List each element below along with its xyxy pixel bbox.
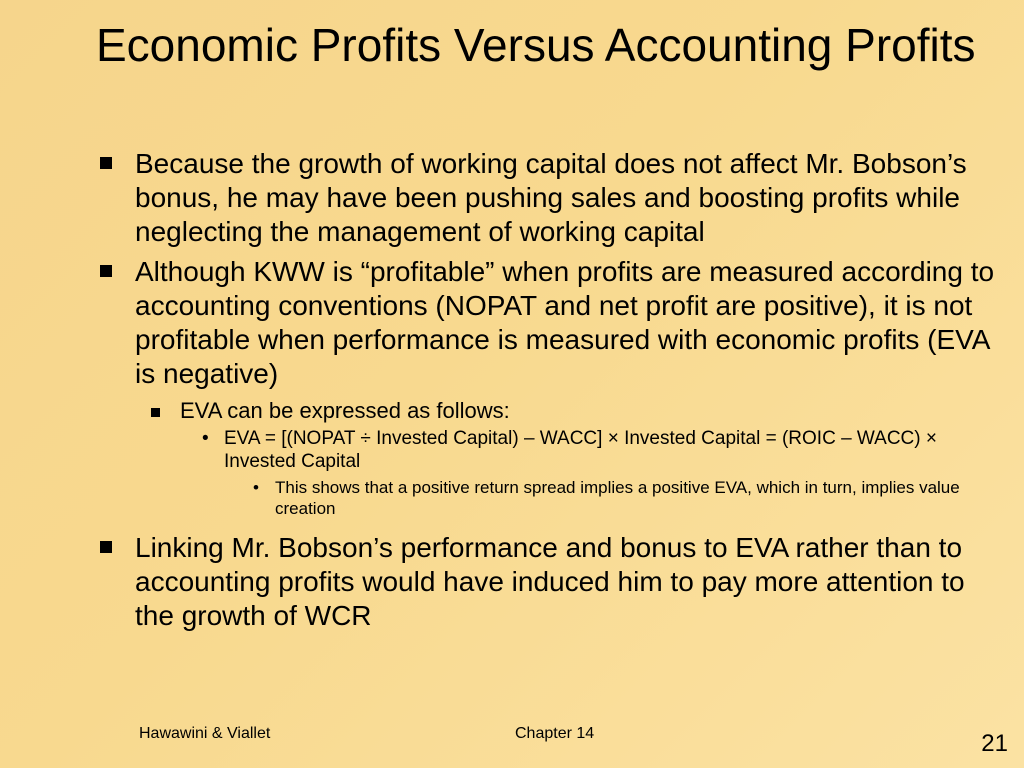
bullet-item	[100, 147, 995, 249]
formula-bullet-item	[100, 427, 984, 473]
footer-chapter: Chapter 14	[515, 725, 595, 742]
square-bullet-icon	[100, 157, 112, 169]
bullet-text: Linking Mr. Bobson’s performance and bonus to EVA rather than to accounting profits would have induced him to pay more attention to the growth of WCR	[135, 532, 965, 631]
slide-content	[100, 147, 995, 639]
bullet-item	[100, 255, 995, 391]
square-bullet-icon	[100, 541, 112, 553]
note-bullet-item	[100, 477, 985, 519]
round-bullet-icon: •	[253, 478, 259, 497]
slide-number: 21	[981, 730, 1008, 757]
note-text: This shows that a positive return spread implies a positive EVA, which in turn, implies value creation	[275, 478, 960, 518]
bullet-text: Because the growth of working capital does not affect Mr. Bobson’s bonus, he may have been pushing sales and boosting profits while neglecting the management of working capital	[135, 148, 967, 247]
small-square-bullet-icon	[151, 408, 160, 417]
formula-text: EVA = [(NOPAT ÷ Invested Capital) – WACC] × Invested Capital = (ROIC – WACC) × Invested Capital	[224, 428, 937, 472]
footer-authors: Hawawini & Viallet	[139, 725, 271, 742]
bullet-text: Although KWW is “profitable” when profits are measured according to accounting conventions (NOPAT and net profit are positive), it is not profitable when performance is measured with economic profits (EVA is negative)	[135, 256, 995, 389]
square-bullet-icon	[100, 265, 112, 277]
round-bullet-icon: •	[202, 428, 209, 449]
sub-bullet-item	[100, 397, 995, 424]
sub-bullet-text: EVA can be expressed as follows:	[180, 398, 510, 423]
bullet-item	[100, 531, 995, 633]
slide-title: Economic Profits Versus Accounting Profits	[96, 19, 976, 71]
